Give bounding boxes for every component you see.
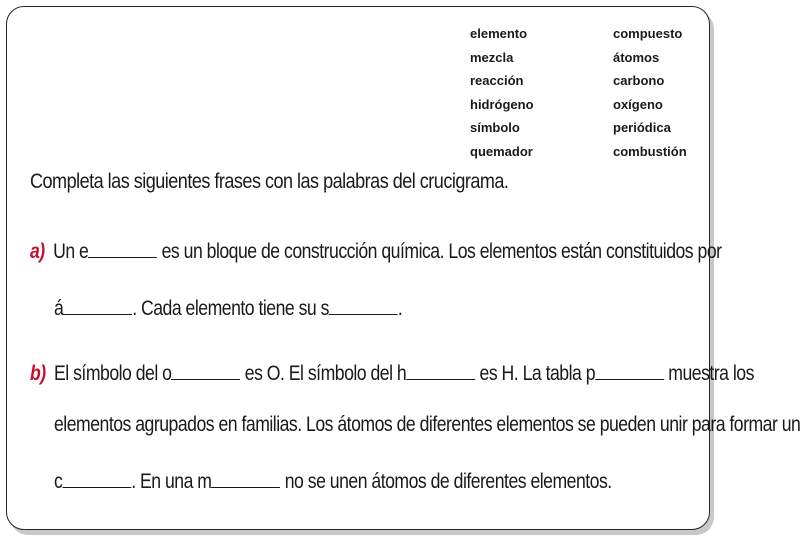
word-bank-column-1 <box>470 22 534 163</box>
word-bank-item: mezcla <box>470 49 514 65</box>
exercise-text: á <box>54 297 64 320</box>
word-bank-item: quemador <box>470 143 533 159</box>
exercise-a-line-1 <box>30 240 722 264</box>
word-bank-item: periódica <box>613 120 671 135</box>
exercise-text: es un bloque de construcción química. Los elementos están constituidos por <box>157 240 722 263</box>
word-bank-column-2 <box>613 22 687 163</box>
exercise-text: c <box>54 470 63 493</box>
blank-field[interactable] <box>329 300 398 315</box>
blank-field[interactable] <box>88 243 157 258</box>
exercise-b-line-2 <box>54 413 800 437</box>
blank-field[interactable] <box>62 473 131 488</box>
word-bank-item: carbono <box>613 73 665 88</box>
exercise-a-label: a) <box>30 240 45 263</box>
word-bank-item: símbolo <box>470 120 520 135</box>
exercise-b-line-3 <box>54 470 612 494</box>
exercise-text: muestra los <box>663 362 754 385</box>
word-bank-item: átomos <box>613 49 660 65</box>
exercise-b-label: b) <box>30 362 46 385</box>
exercise-text: Un e <box>53 240 89 263</box>
exercise-text: . En una m <box>131 470 212 493</box>
exercise-text: . Cada elemento tiene su s <box>132 297 329 320</box>
exercise-text: es H. La tabla p <box>475 362 596 385</box>
word-bank-item: hidrógeno <box>470 96 534 112</box>
exercise-text: no se unen átomos de diferentes elementos. <box>280 470 612 493</box>
word-bank-item: elemento <box>470 26 528 41</box>
exercise-b-line-1 <box>30 362 754 386</box>
word-bank-item: reacción <box>470 73 524 88</box>
word-bank-item: compuesto <box>613 26 683 41</box>
exercise-text: elementos agrupados en familias. Los átomos de diferentes elementos se pueden unir para formar un <box>54 413 800 436</box>
exercise-text: . <box>397 297 403 320</box>
instruction-text: Completa las siguientes frases con las palabras del crucigrama. <box>30 170 509 193</box>
word-bank-item: combustión <box>613 143 687 159</box>
exercise-a-line-2 <box>54 297 402 321</box>
blank-field[interactable] <box>595 365 664 380</box>
blank-field[interactable] <box>63 300 132 315</box>
blank-field[interactable] <box>171 365 240 380</box>
blank-field[interactable] <box>211 473 280 488</box>
exercise-text: El símbolo del o <box>54 362 172 385</box>
slide-frame <box>6 6 710 530</box>
exercise-text: es O. El símbolo del h <box>240 362 407 385</box>
blank-field[interactable] <box>406 365 475 380</box>
word-bank-item: oxígeno <box>613 96 663 112</box>
